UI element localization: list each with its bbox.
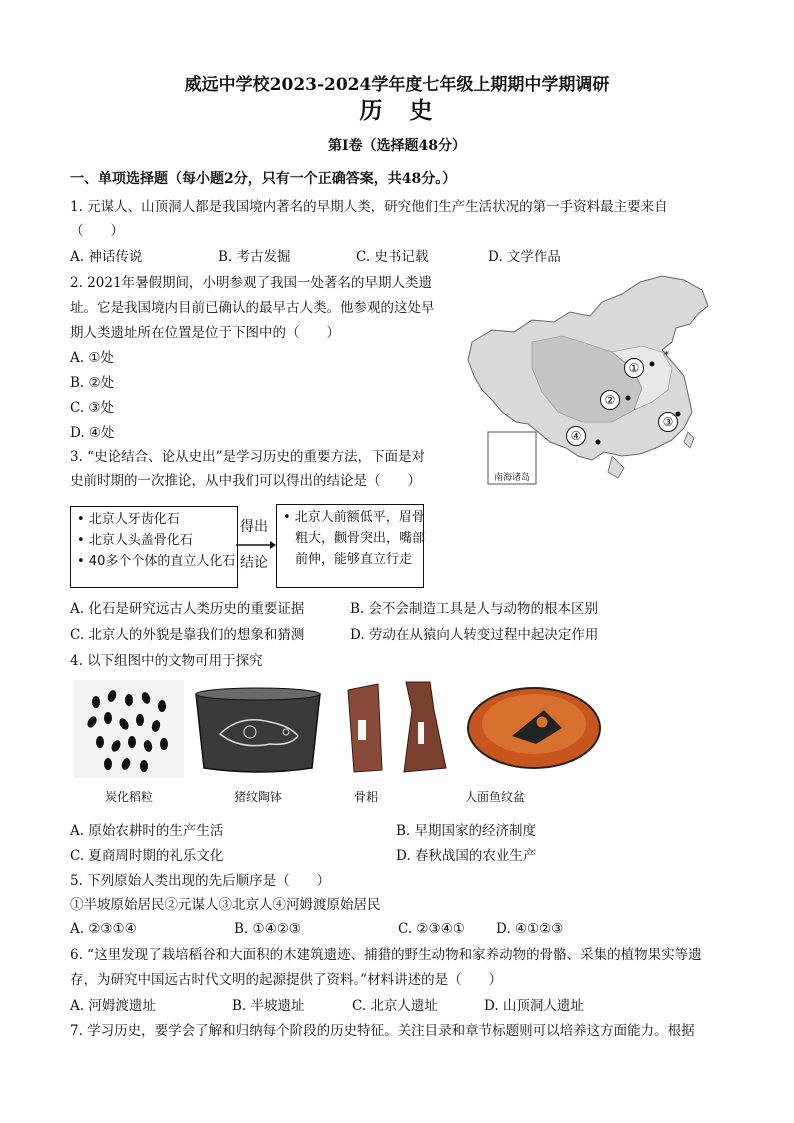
arrow-label-top: 得出 [240,519,268,535]
q1-option-c[interactable]: C. 史书记载 [356,249,429,265]
q6-stem-line1: 6. “这里发现了栽培稻谷和大面积的木建筑遗迹、捕猎的野生动物和家养动物的骨骼、采集的植物果实等遗 [70,947,702,963]
pig-pottery-icon [190,684,326,776]
q5-option-c[interactable]: C. ②③④① [398,921,465,937]
bone-spade-icon [334,680,464,776]
q1-option-a[interactable]: A. 神话传说 [70,249,143,265]
q3-stem-line1: 3. “史论结合、论从史出”是学习历史的重要方法，下面是对 [70,449,425,465]
q2-stem-line1: 2. 2021年暑假期间，小明参观了我国一处著名的早期人类遗 [70,275,433,291]
q5-option-a[interactable]: A. ②③①④ [70,921,137,937]
map-marker-1: ① [624,358,644,378]
conclusion-line: • 北京人前额低平，眉骨 [283,510,425,525]
exam-title: 威远中学校2023-2024学年度七年级上期期中学期调研 [184,75,610,95]
part-title: 第Ⅰ卷（选择题48分） [327,138,467,154]
artifact-image-bone-spade [334,680,464,776]
q1-stem-line2: （ ） [70,223,124,239]
q3-option-a[interactable]: A. 化石是研究远古人类历史的重要证据 [70,601,305,617]
q2-option-a[interactable]: A. ①处 [70,350,114,366]
q2-option-b[interactable]: B. ②处 [70,375,115,391]
q6-stem-line2: 存，为研究中国远古时代文明的起源提供了资料。”材料讲述的是（ ） [70,972,503,988]
q4-option-c[interactable]: C. 夏商周时期的礼乐文化 [70,848,224,864]
q1-stem-line1: 1. 元谋人、山顶洞人都是我国境内著名的早期人类，研究他们生产生活状况的第一手资料最主要来自 [70,199,668,215]
q1-option-d[interactable]: D. 文学作品 [488,249,561,265]
q5-option-d[interactable]: D. ④①②③ [496,921,564,937]
q2-stem-line2: 址。它是我国境内目前已确认的最早古人类。他参观的这处早 [70,300,435,316]
q5-items: ①半坡原始居民②元谋人③北京人④河姆渡原始居民 [70,897,381,913]
artifact-caption: 人面鱼纹盆 [464,790,525,804]
artifact-image-face-fish-basin [466,684,602,774]
q4-option-b[interactable]: B. 早期国家的经济制度 [396,823,537,839]
section-heading: 一、单项选择题（每小题2分，只有一个正确答案，共48分。） [70,171,457,187]
conclusion-line: 前伸，能够直立行走 [295,552,413,567]
map-marker-2: ② [600,390,620,410]
arrow-label-bottom: 结论 [240,555,268,571]
conclusion-line: 粗大，颧骨突出，嘴部 [295,531,426,546]
q3-option-c[interactable]: C. 北京人的外貌是靠我们的想象和猜测 [70,627,305,643]
artifact-caption: 骨耜 [353,790,378,804]
q3-option-b[interactable]: B. 会不会制造工具是人与动物的根本区别 [350,601,599,617]
q6-option-d[interactable]: D. 山顶洞人遗址 [484,998,584,1014]
evidence-item: • 北京人头盖骨化石 [77,533,193,548]
artifact-caption: 炭化稻粒 [104,790,153,804]
conclusion-box [276,504,424,588]
q7-stem-line1: 7. 学习历史，要学会了解和归纳每个阶段的历史特征。关注目录和章节标题则可以培养这方面能力。根据 [70,1023,695,1039]
rice-grains-icon [74,680,184,778]
q2-stem-line3: 期人类遗址所在位置是位于下图中的（ ） [70,325,340,341]
q2-option-d[interactable]: D. ④处 [70,425,115,441]
map-marker-3: ③ [658,412,678,432]
map-marker-4: ④ [566,426,586,446]
q5-option-b[interactable]: B. ①④②③ [234,921,301,937]
svg-text:*: * [664,350,669,361]
q4-option-d[interactable]: D. 春秋战国的农业生产 [396,848,537,864]
q4-option-a[interactable]: A. 原始农耕时的生产生活 [70,823,224,839]
evidence-item: • 40多个个体的直立人化石 [77,554,236,569]
artifact-caption: 猪纹陶钵 [233,790,282,804]
q2-option-c[interactable]: C. ③处 [70,400,115,416]
q1-option-b[interactable]: B. 考古发掘 [218,249,291,265]
evidence-item: • 北京人牙齿化石 [77,512,180,527]
subject-title: 历 史 [359,97,435,124]
q3-stem-line2: 史前时期的一次推论，从中我们可以得出的结论是（ ） [70,473,421,489]
face-fish-basin-icon [466,684,602,774]
q5-stem: 5. 下列原始人类出现的先后顺序是（ ） [70,873,331,889]
q4-stem: 4. 以下组图中的文物可用于探究 [70,653,263,669]
map-inset-label: 南海诸岛 [493,473,530,483]
china-map [462,272,726,490]
q6-option-c[interactable]: C. 北京人遗址 [352,998,438,1014]
q6-option-b[interactable]: B. 半坡遗址 [232,998,305,1014]
artifact-image-rice [74,680,184,778]
arrow-right-icon [236,540,276,550]
artifact-image-pig-bowl [190,684,326,776]
evidence-box [70,506,238,588]
q6-option-a[interactable]: A. 河姆渡遗址 [70,998,156,1014]
q3-option-d[interactable]: D. 劳动在从猿向人转变过程中起决定作用 [350,627,599,643]
china-map-outline [462,272,726,490]
